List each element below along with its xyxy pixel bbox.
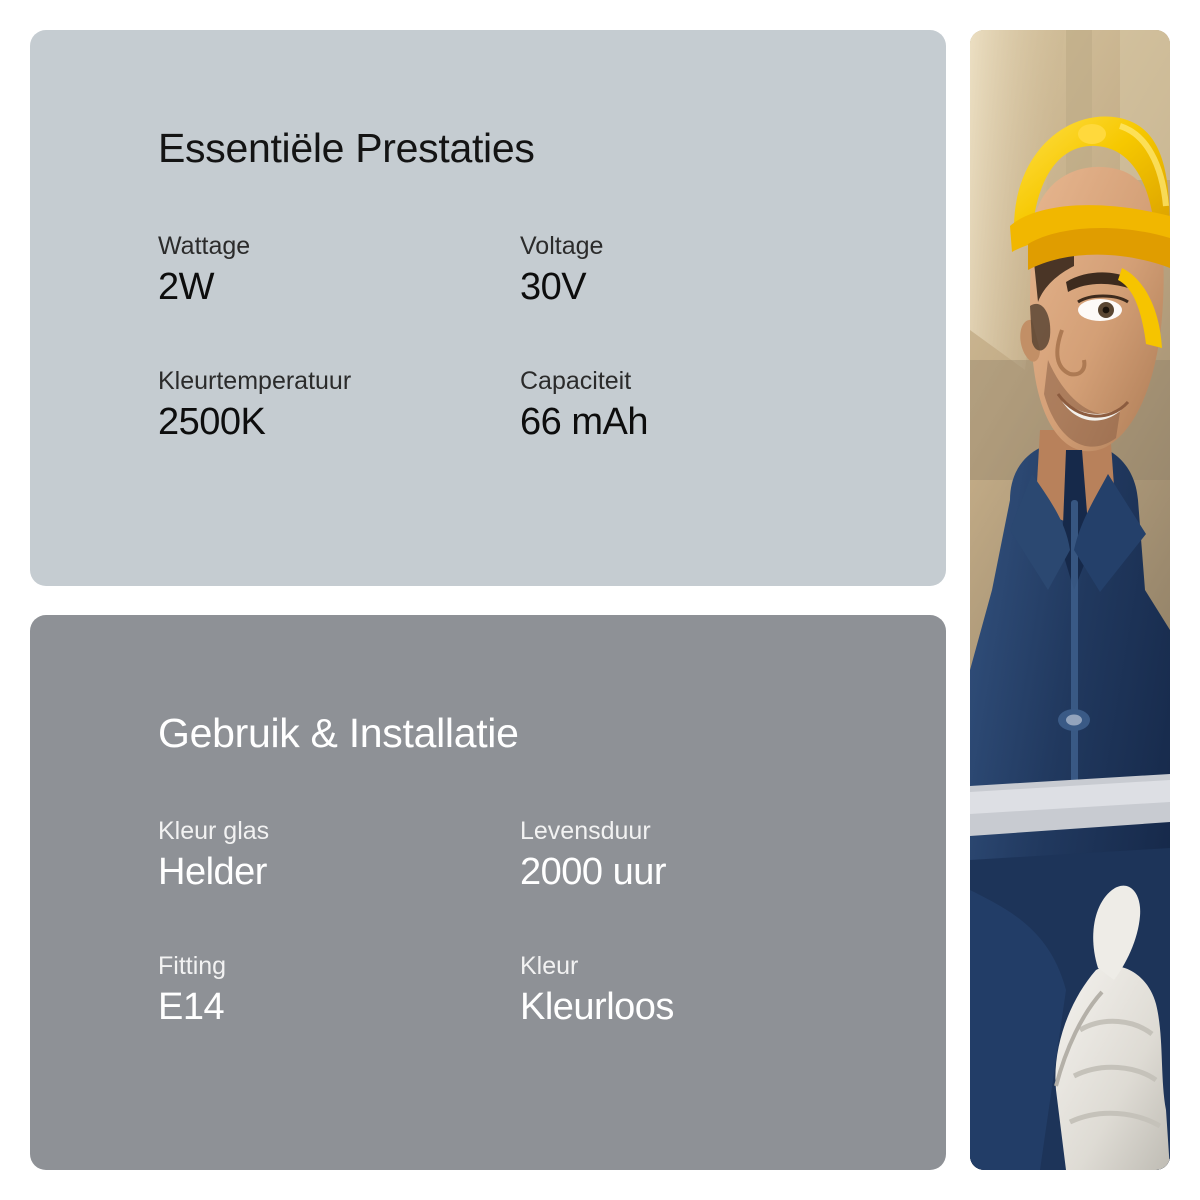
worker-thumbs-up-photo — [970, 30, 1170, 1170]
spec-grid-usage-installation — [158, 816, 946, 1030]
spec-value-color-temperature: 2500K — [158, 401, 266, 444]
spec-item-voltage — [520, 231, 946, 310]
card-usage-installation — [30, 615, 946, 1171]
spec-item-capacity — [520, 366, 946, 445]
spec-value-capacity: 66 mAh — [520, 401, 648, 444]
section-title-usage-installation: Gebruik & Installatie — [158, 709, 519, 756]
spec-item-fitting — [158, 951, 520, 1030]
spec-label-lifespan: Levensduur — [520, 816, 651, 845]
spec-value-voltage: 30V — [520, 266, 587, 309]
page-title: Essentiële Prestaties — [158, 125, 535, 171]
spec-item-lifespan — [520, 816, 946, 895]
spec-cards-column — [30, 30, 946, 1170]
spec-item-color-temperature — [158, 366, 520, 445]
spec-label-voltage: Voltage — [520, 232, 604, 261]
photo-canvas — [970, 30, 1170, 1170]
spec-label-glass-color: Kleur glas — [158, 816, 270, 845]
spec-value-glass-color: Helder — [158, 850, 267, 893]
spec-value-wattage: 2W — [158, 266, 214, 309]
spec-label-fitting: Fitting — [158, 951, 227, 980]
spec-item-wattage — [158, 231, 520, 310]
spec-value-color: Kleurloos — [520, 985, 674, 1028]
card-essential-performance — [30, 30, 946, 586]
spec-label-capacity: Capaciteit — [520, 367, 632, 396]
spec-value-lifespan: 2000 uur — [520, 850, 667, 893]
spec-label-wattage: Wattage — [158, 232, 251, 261]
spec-value-fitting: E14 — [158, 985, 225, 1028]
spec-label-color: Kleur — [520, 951, 579, 980]
spec-item-color — [520, 951, 946, 1030]
spec-item-glass-color — [158, 816, 520, 895]
spec-grid-essential-performance — [158, 231, 946, 445]
spec-label-color-temperature: Kleurtemperatuur — [158, 367, 352, 396]
